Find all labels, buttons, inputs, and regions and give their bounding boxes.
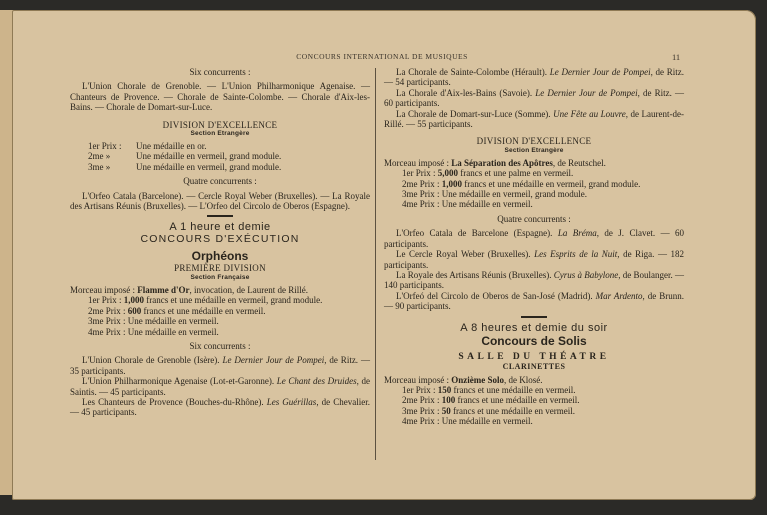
prize-text: Une médaille en or. <box>136 141 207 152</box>
entry-work: Les Guérillas <box>266 396 317 407</box>
section-heading: Quatre concurrents : <box>183 176 257 187</box>
entry-society: L'Union Chorale de Grenoble (Isère). <box>82 355 223 366</box>
prize-amount: 1,000 <box>123 295 144 306</box>
prize-line <box>384 385 684 395</box>
prize-text: francs et une médaille en vermeil. <box>451 384 576 395</box>
prize-text: francs et une médaille en vermeil, grand module. <box>144 295 323 306</box>
competitor-entry <box>70 376 370 397</box>
entry-details: , de Chevalier. — 45 participants. <box>70 396 370 418</box>
entry-details: , de Boulanger. — 140 participants. <box>384 269 684 291</box>
running-title: CONCOURS INTERNATIONAL DE MUSIQUES <box>296 52 468 61</box>
solos-heading: Concours de Solis <box>481 333 587 348</box>
entry-society: L'Union Philharmonique Agenaise (Lot-et-Garonne). <box>82 376 277 387</box>
entry-details: , de Ritz. — 60 participants. <box>384 87 684 109</box>
competitor-list: L'Orfeo Catala (Barcelone). — Cercle Royal Weber (Bruxelles). — La Royale des Artisans Réunis (Bruxelles). — L'Orfeo del Circolo de Oberos (Espagne). <box>70 190 370 212</box>
prize-amount: 150 <box>437 384 452 395</box>
prize-text: Une médaille en vermeil, grand module. <box>136 151 282 162</box>
imposed-suffix: , de Klosé. <box>503 374 543 385</box>
competitor-entry <box>384 67 684 88</box>
prize-rank: 2me Prix : <box>88 305 126 316</box>
prize-line <box>70 162 370 172</box>
prize-line <box>384 416 684 426</box>
imposed-prefix: Morceau imposé : <box>70 284 138 295</box>
prize-rank: 1er Prix : <box>88 141 122 152</box>
prize-text: francs et une médaille en vermeil. <box>455 395 580 406</box>
competitor-entry <box>384 228 684 249</box>
competitor-entry <box>384 270 684 291</box>
prize-line <box>384 189 684 199</box>
competitor-entry <box>384 249 684 270</box>
separator-rule <box>521 316 547 318</box>
prize-rank: 1er Prix : <box>88 295 122 306</box>
section-label: Section Française <box>190 273 250 281</box>
prize-line <box>70 306 370 316</box>
competitor-entry <box>384 291 684 312</box>
division-heading: DIVISION D'EXCELLENCE <box>476 136 592 147</box>
prize-line <box>384 395 684 405</box>
prize-text: Une médaille en vermeil. <box>127 326 219 337</box>
entry-society: La Chorale de Domart-sur-Luce (Somme). <box>396 108 554 119</box>
entry-work: Le Dernier Jour de Pompei <box>535 87 638 98</box>
entry-work: Le Dernier Jour de Pompei <box>222 355 325 366</box>
prize-text: Une médaille en vermeil, grand module. <box>136 161 282 172</box>
prize-rank: 1er Prix : <box>402 384 436 395</box>
prize-line <box>70 316 370 326</box>
prize-text: Une médaille en vermeil. <box>441 416 533 427</box>
imposed-piece <box>384 158 684 168</box>
entry-society: L'Orfeó del Circolo de Oberos de San-José (Madrid). <box>396 290 596 301</box>
prize-text: francs et une palme en vermeil. <box>458 168 574 179</box>
prize-rank: 2me » <box>88 151 111 162</box>
entry-work: Cyrus à Babylone <box>553 269 619 280</box>
instrument-heading: CLARINETTES <box>502 361 566 371</box>
entry-details: , de Laurent-de-Rillé. — 55 participants. <box>384 108 685 130</box>
entry-details: , de J. Clavet. — 60 participants. <box>384 228 684 249</box>
prize-line <box>70 151 370 161</box>
prize-amount: 5,000 <box>437 168 458 179</box>
venue-heading: SALLE DU THÉATRE <box>458 351 610 362</box>
entry-details: , de Riga. — 182 participants. <box>384 249 684 270</box>
section-heading: Six concurrents : <box>189 67 251 77</box>
prize-text: francs et une médaille en vermeil, grand module. <box>462 178 641 189</box>
prize-rank: 3me Prix : <box>402 189 440 200</box>
orpheons-heading: Orphéons <box>191 249 249 264</box>
prize-line <box>384 179 684 189</box>
prize-rank: 2me Prix : <box>402 395 440 406</box>
prize-line <box>70 141 370 151</box>
column-divider <box>375 68 376 460</box>
prize-text: Une médaille en vermeil. <box>127 316 219 327</box>
prize-rank: 3me Prix : <box>88 316 126 327</box>
right-column <box>384 67 684 427</box>
entry-society: Les Chanteurs de Provence (Bouches-du-Rhône). <box>82 396 267 407</box>
entry-society: La Chorale d'Aix-les-Bains (Savoie). <box>396 87 536 98</box>
imposed-suffix: , invocation, de Laurent de Rillé. <box>189 284 308 295</box>
prize-rank: 2me Prix : <box>402 178 440 189</box>
prize-line <box>70 327 370 337</box>
left-column <box>70 67 370 418</box>
entry-work: Une Fête au Louvre <box>553 108 626 119</box>
entry-work: La Bréma <box>557 228 597 239</box>
competitor-entry <box>384 88 684 109</box>
prize-line <box>70 295 370 305</box>
prize-line <box>384 406 684 416</box>
entry-society: La Royale des Artisans Réunis (Bruxelles). <box>396 269 554 280</box>
prize-amount: 1,000 <box>441 178 462 189</box>
competitor-list: L'Union Chorale de Grenoble. — L'Union Philharmonique Agenaise. — Chanteurs de Provence. — Chorale de Sainte-Colombe. — Chorale d'Aix-les-Bains. — Chorale de Domart-sur-Luce. <box>70 81 370 113</box>
prize-text: Une médaille en vermeil. <box>441 199 533 210</box>
prize-line <box>384 199 684 209</box>
imposed-prefix: Morceau imposé : <box>384 374 452 385</box>
entry-details: , de Brunn. — 90 participants. <box>384 290 684 312</box>
entry-details: , de Ritz. — 35 participants. <box>70 355 370 376</box>
prize-line <box>384 168 684 178</box>
entry-society: Le Cercle Royal Weber (Bruxelles). <box>396 249 535 260</box>
document-page <box>12 10 756 500</box>
separator-rule <box>207 215 233 217</box>
competitor-entry <box>384 109 684 130</box>
imposed-title: Onzième Solo <box>451 374 504 385</box>
entry-work: Le Chant des Druides <box>276 376 357 387</box>
imposed-prefix: Morceau imposé : <box>384 157 452 168</box>
entry-society: La Chorale de Sainte-Colombe (Hérault). <box>396 67 550 77</box>
division-heading: PREMIÈRE DIVISION <box>174 263 266 274</box>
prize-rank: 4me Prix : <box>402 416 440 427</box>
imposed-piece <box>70 285 370 295</box>
imposed-title: La Séparation des Apôtres <box>451 157 553 168</box>
section-heading: Quatre concurrents : <box>497 213 571 224</box>
competitor-entry <box>70 397 370 418</box>
entry-work: Le Dernier Jour de Pompei <box>549 67 651 77</box>
prize-rank: 4me Prix : <box>402 199 440 210</box>
prize-text: francs et une médaille en vermeil. <box>141 305 266 316</box>
prize-text: francs et une médaille en vermeil. <box>450 405 575 416</box>
entry-details: , de Saintis. — 45 participants. <box>70 376 371 397</box>
category-heading: CONCOURS D'EXÉCUTION <box>140 233 300 246</box>
prize-rank: 3me » <box>88 161 111 172</box>
section-label: Section Etrangère <box>190 130 250 138</box>
imposed-piece <box>384 375 684 385</box>
imposed-suffix: , de Reutschel. <box>552 157 606 168</box>
imposed-title: Flamme d'Or <box>137 284 190 295</box>
entry-work: Les Esprits de la Nuit <box>534 249 618 260</box>
section-label: Section Etrangère <box>504 146 564 154</box>
prize-amount: 600 <box>127 305 142 316</box>
prize-rank: 4me Prix : <box>88 326 126 337</box>
entry-details: , de Ritz. — 54 participants. <box>384 67 684 88</box>
prize-text: Une médaille en vermeil, grand module. <box>441 189 587 200</box>
prize-amount: 50 <box>441 405 451 416</box>
prize-rank: 1er Prix : <box>402 168 436 179</box>
time-heading: A 1 heure et demie <box>169 221 271 234</box>
entry-society: L'Orfeo Catala de Barcelone (Espagne). <box>396 228 558 239</box>
time-heading: A 8 heures et demie du soir <box>460 321 608 334</box>
entry-work: Mar Ardento <box>595 290 643 301</box>
page-number: 11 <box>672 52 681 62</box>
division-heading: DIVISION D'EXCELLENCE <box>162 119 278 130</box>
competitor-entry <box>70 355 370 376</box>
section-heading: Six concurrents : <box>189 340 251 351</box>
prize-amount: 100 <box>441 395 456 406</box>
prize-rank: 3me Prix : <box>402 405 440 416</box>
